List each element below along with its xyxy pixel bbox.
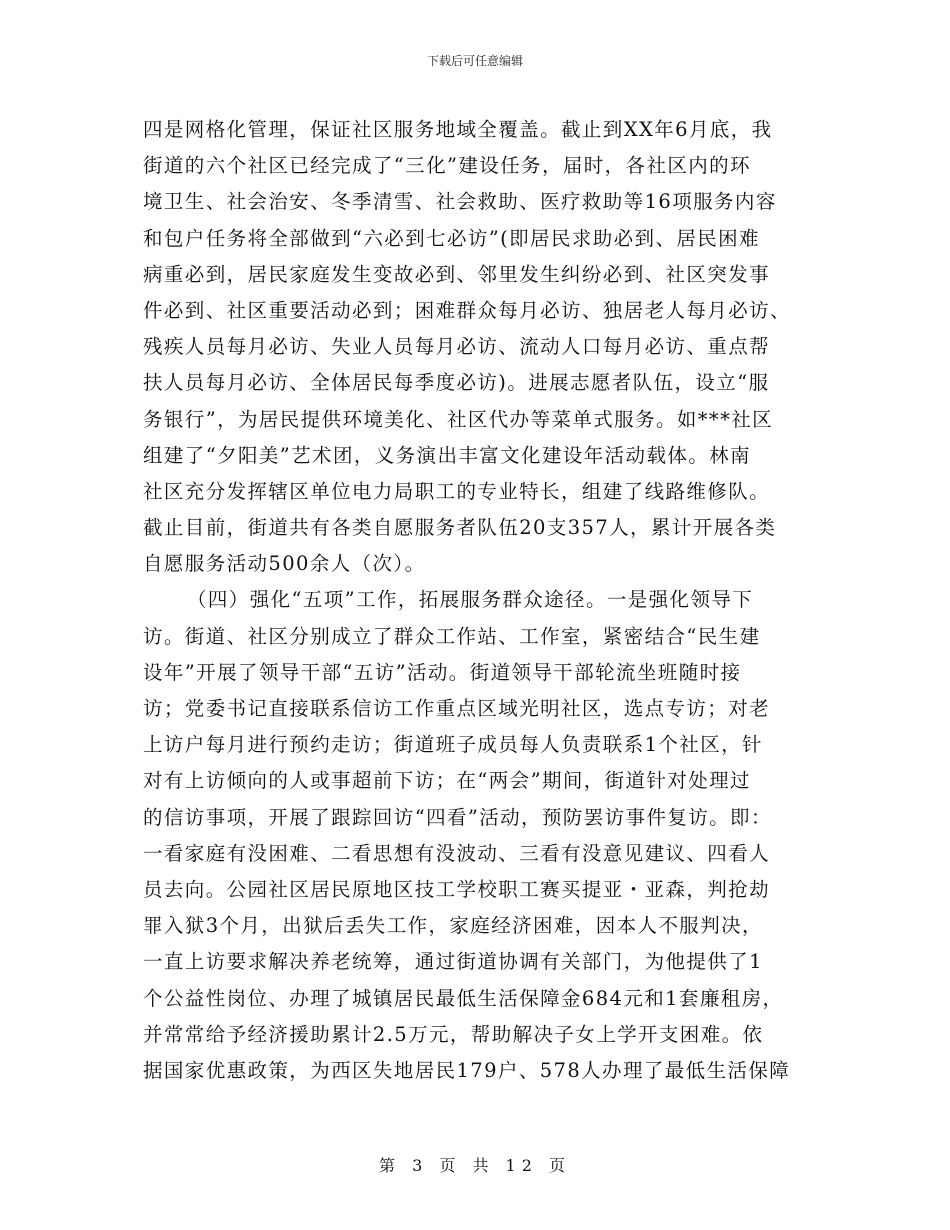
body-line: 社区充分发挥辖区单位电力局职工的专业特长，组建了线路维修队。: [143, 479, 771, 503]
body-line: 截止目前，街道共有各类自愿服务者队伍20支357人，累计开展各类: [143, 516, 777, 540]
body-line: 境卫生、社会治安、冬季清雪、社会救助、医疗救助等16项服务内容: [143, 190, 777, 214]
body-line: 并常常给予经济援助累计2.5万元，帮助解决子女上学开支困难。依: [143, 1022, 764, 1046]
body-line: 的信访事项，开展了跟踪回访“四看”活动，预防罢访事件复访。即：: [143, 805, 772, 829]
document-body: [143, 112, 807, 1089]
body-line: 四是网格化管理，保证社区服务地域全覆盖。截止到XX年6月底，我: [143, 118, 773, 141]
body-line: 病重必到，居民家庭发生变故必到、邻里发生纠纷必到、社区突发事: [143, 262, 771, 286]
body-line: 员去向。公园社区居民原地区技工学校职工赛买提亚・亚森，判抢劫: [143, 877, 771, 901]
body-line: 对有上访倾向的人或事超前下访；在“两会”期间，街道针对处理过: [143, 769, 751, 793]
body-line: 据国家优惠政策，为西区失地居民179户、578人办理了最低生活保障: [143, 1058, 791, 1082]
body-line: 残疾人员每月必访、失业人员每月必访、流动人口每月必访、重点帮: [143, 335, 771, 359]
body-line: 街道的六个社区已经完成了“三化”建设任务，届时，各社区内的环: [143, 154, 751, 178]
body-line: 件必到、社区重要活动必到；困难群众每月必访、独居老人每月必访、: [143, 298, 791, 322]
body-line: 访；党委书记直接联系信访工作重点区域光明社区，选点专访；对老: [143, 697, 771, 720]
body-line: 组建了“夕阳美”艺术团，义务演出丰富文化建设年活动载体。林南: [143, 443, 751, 467]
body-line: 务银行”，为居民提供环境美化、社区代办等菜单式服务。如***社区: [143, 407, 774, 431]
body-line: 上访户每月进行预约走访；街道班子成员每人负责联系1个社区，针: [143, 733, 763, 757]
body-line: 和包户任务将全部做到“六必到七必访”(即居民求助必到、居民困难: [143, 226, 760, 250]
section-heading-line: （四）强化“五项”工作，拓展服务群众途径。一是强化领导下: [187, 588, 754, 612]
body-line: 个公益性岗位、办理了城镇居民最低生活保障金684元和1套廉租房，: [143, 986, 784, 1010]
body-line: 访。街道、社区分别成立了群众工作站、工作室，紧密结合“民生建: [143, 624, 761, 648]
page-number-footer: 第 3 页 共 12 页: [379, 1156, 571, 1175]
body-line: 扶人员每月必访、全体居民每季度必访)。进展志愿者队伍，设立“服: [143, 371, 770, 395]
body-line: 罪入狱3个月，出狱后丢失工作，家庭经济困难，因本人不服判决，: [143, 914, 763, 938]
body-line: 设年”开展了领导干部“五访”活动。街道领导干部轮流坐班随时接: [143, 660, 742, 684]
body-line: 自愿服务活动500余人（次）。: [143, 552, 426, 576]
body-line: 一直上访要求解决养老统筹，通过街道协调有关部门，为他提供了1: [143, 950, 763, 974]
body-line: 一看家庭有没困难、二看思想有没波动、三看有没意见建议、四看人: [143, 841, 771, 865]
page-header-note: 下载后可任意编辑: [426, 54, 523, 68]
